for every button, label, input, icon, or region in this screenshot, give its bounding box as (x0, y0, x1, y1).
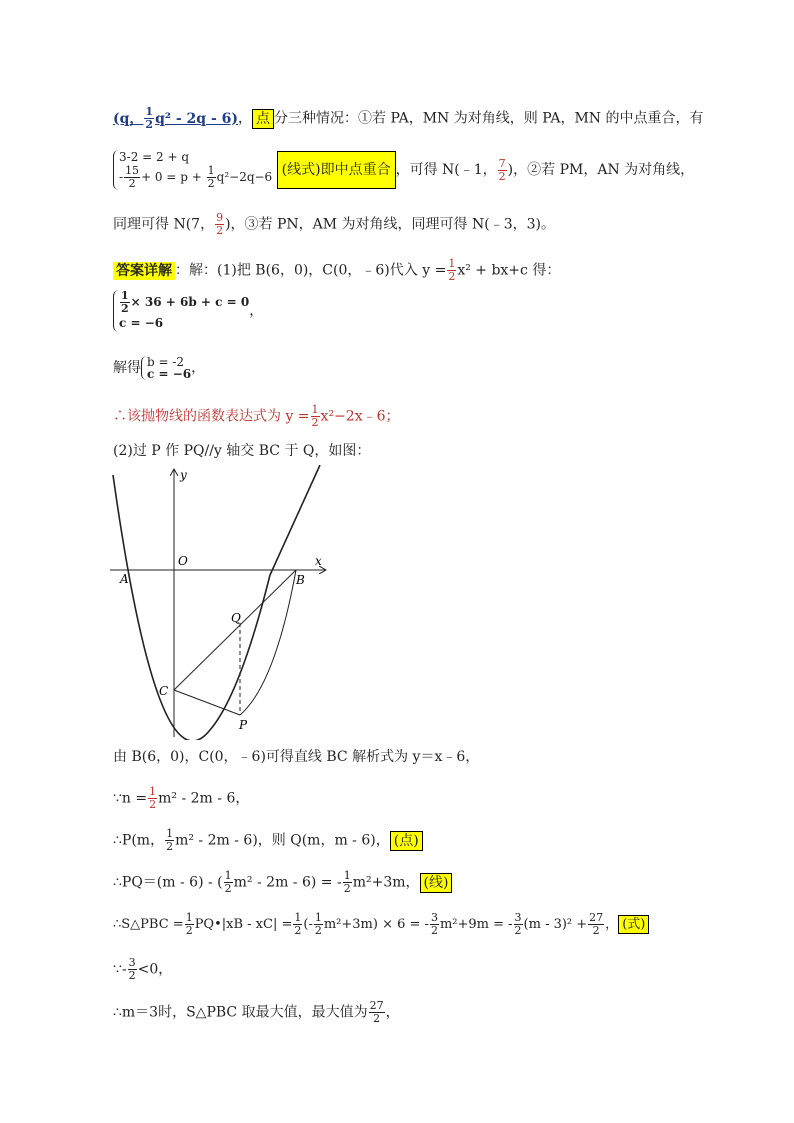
point-coord: (q， $\frac{1}{2}$ q² - 2q - 6) (113, 105, 239, 131)
label-o: O (178, 554, 188, 568)
label-a: A (120, 572, 129, 586)
line-bc (174, 570, 296, 690)
answer-label: 答案详解 (113, 262, 175, 280)
equation-system-1: 3-2 = 2 + q - $\frac{15}{2}$ + 0 = p + $\frac{1}{2}$ q²−2q−6 (113, 150, 272, 190)
line-1: (q， $\frac{1}{2}$ q² - 2q - 6)， 点 分三种情况：①若 PA，MN 为对角线，则 PA，MN 的中点重合，有 (113, 105, 704, 131)
label-q: Q (231, 611, 241, 625)
line-15: ∴m＝3时，S△PBC 取最大值，最大值为 $\frac{27}{2}$ ， (113, 999, 400, 1025)
label-b: B (296, 573, 305, 587)
label-y: y (180, 468, 187, 482)
label-p: P (239, 718, 248, 732)
line-cp (174, 690, 240, 715)
line-9: 由 B(6，0)，C(0，﹣6)可得直线 BC 解析式为 y＝x﹣6， (113, 749, 480, 765)
line-14: ∵- $\frac{3}{2}$ <0， (113, 956, 173, 982)
line-3: 同理可得 N(7， $\frac{9}{2}$ )，③若 PN，AM 为对角线，同理可得 N(﹣3，3)。 (113, 211, 555, 237)
label-x: x (315, 554, 322, 568)
highlight-formula: (式) (618, 915, 649, 934)
highlight-line-2: (线) (420, 873, 453, 893)
highlight-point: 点 (252, 109, 274, 129)
equation-system-3: b = -2 c = −6 (141, 356, 191, 380)
parabola-graph (110, 465, 330, 740)
line-6: 解得 b = -2 c = −6 ， (113, 355, 206, 381)
line-7: ∴该抛物线的函数表达式为 y = $\frac{1}{2}$ x²−2x﹣6； (113, 403, 400, 429)
line-8: (2)过 P 作 PQ//y 轴交 BC 于 Q，如图： (113, 443, 371, 459)
line-11: ∴P(m， $\frac{1}{2}$ m² - 2m - 6)，则 Q(m，m - 6)， (点) (113, 828, 423, 853)
label-c: C (159, 684, 169, 698)
line-5: $\frac{1}{2}$ × 36 + 6b + c = 0 c = −6 ， (113, 290, 263, 332)
highlight-point-2: (点) (390, 831, 423, 851)
line-2: 3-2 = 2 + q - $\frac{15}{2}$ + 0 = p + $\frac{1}{2}$ q²−2q−6 (线式)即中点重合 ，可得 N(﹣1， $\frac{7}{2}$ )，②若 PM，AN 为对角线， (113, 150, 694, 190)
line-13: ∴S△PBC = $\frac{1}{2}$ PQ•|xB - xC| = $\frac{1}{2}$ (- $\frac{1}{2}$ m²+3m) × 6 = - $\frac{3}{2}$ m²+9m = - $\frac{3}{2}$ (m - 3)² + $\frac{27}{2}$ ， (式) (113, 912, 649, 937)
equation-system-2: $\frac{1}{2}$ × 36 + 6b + c = 0 c = −6 (113, 290, 249, 332)
line-10: ∵n = $\frac{1}{2}$ m² - 2m - 6， (113, 785, 250, 811)
line-4: 答案详解 ：解：(1)把 B(6，0)，C(0，﹣6)代入 y = $\frac{1}{2}$ x² + bx+c 得： (113, 258, 560, 283)
line-pb (240, 570, 296, 715)
highlight-line-formula: (线式)即中点重合 (277, 151, 396, 189)
line-12: ∴PQ＝(m - 6) - ( $\frac{1}{2}$ m² - 2m - 6) = - $\frac{1}{2}$ m²+3m， (线) (113, 870, 452, 895)
